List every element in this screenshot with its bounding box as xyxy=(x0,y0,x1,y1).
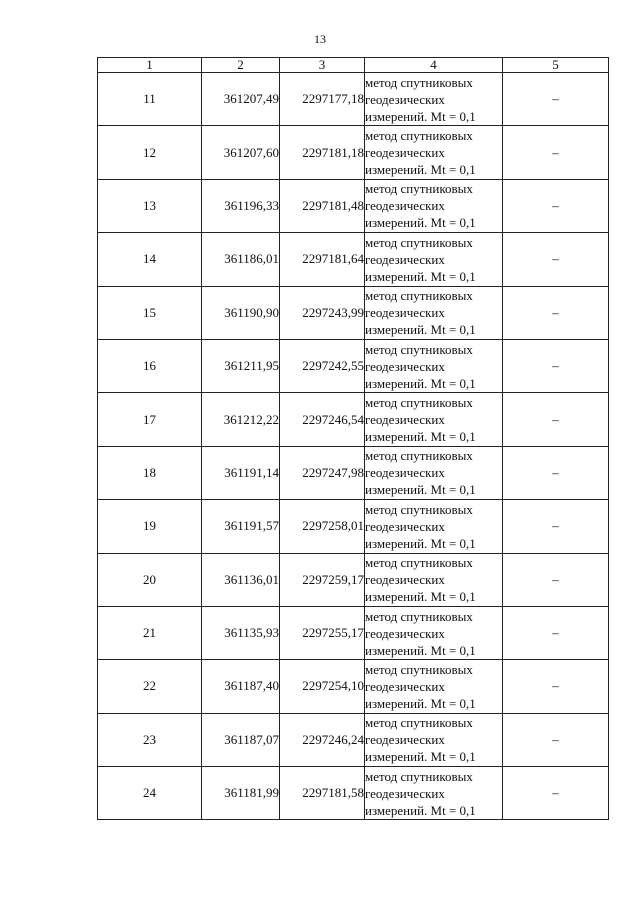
point-number-cell: 11 xyxy=(98,73,202,126)
y-coordinate-cell: 2297259,17 xyxy=(280,553,365,606)
method-cell: метод спутниковых геодезических измерений. Mt = 0,1 xyxy=(365,286,503,339)
method-cell: метод спутниковых геодезических измерений. Mt = 0,1 xyxy=(365,713,503,766)
x-coordinate-cell: 361207,49 xyxy=(202,73,280,126)
note-cell: – xyxy=(503,606,609,659)
table-row xyxy=(98,500,609,553)
column-header: 3 xyxy=(280,58,365,73)
note-cell: – xyxy=(503,446,609,499)
x-coordinate-cell: 361186,01 xyxy=(202,233,280,286)
table-row xyxy=(98,339,609,392)
table-row xyxy=(98,179,609,232)
table-row xyxy=(98,73,609,126)
point-number-cell: 21 xyxy=(98,606,202,659)
point-number-cell: 18 xyxy=(98,446,202,499)
note-cell: – xyxy=(503,393,609,446)
note-cell: – xyxy=(503,713,609,766)
point-number-cell: 13 xyxy=(98,179,202,232)
y-coordinate-cell: 2297242,55 xyxy=(280,339,365,392)
note-cell: – xyxy=(503,500,609,553)
method-cell: метод спутниковых геодезических измерений. Mt = 0,1 xyxy=(365,393,503,446)
table-row xyxy=(98,126,609,179)
x-coordinate-cell: 361181,99 xyxy=(202,767,280,820)
point-number-cell: 23 xyxy=(98,713,202,766)
method-cell: метод спутниковых геодезических измерений. Mt = 0,1 xyxy=(365,233,503,286)
method-cell: метод спутниковых геодезических измерений. Mt = 0,1 xyxy=(365,126,503,179)
x-coordinate-cell: 361196,33 xyxy=(202,179,280,232)
y-coordinate-cell: 2297246,54 xyxy=(280,393,365,446)
x-coordinate-cell: 361190,90 xyxy=(202,286,280,339)
x-coordinate-cell: 361207,60 xyxy=(202,126,280,179)
y-coordinate-cell: 2297181,48 xyxy=(280,179,365,232)
y-coordinate-cell: 2297243,99 xyxy=(280,286,365,339)
y-coordinate-cell: 2297181,18 xyxy=(280,126,365,179)
x-coordinate-cell: 361135,93 xyxy=(202,606,280,659)
note-cell: – xyxy=(503,233,609,286)
note-cell: – xyxy=(503,286,609,339)
point-number-cell: 22 xyxy=(98,660,202,713)
note-cell: – xyxy=(503,126,609,179)
table-header-row xyxy=(98,58,609,73)
point-number-cell: 14 xyxy=(98,233,202,286)
x-coordinate-cell: 361191,57 xyxy=(202,500,280,553)
table-row xyxy=(98,446,609,499)
table-row xyxy=(98,553,609,606)
x-coordinate-cell: 361212,22 xyxy=(202,393,280,446)
method-cell: метод спутниковых геодезических измерений. Mt = 0,1 xyxy=(365,339,503,392)
page-number: 13 xyxy=(314,32,326,46)
table-row xyxy=(98,233,609,286)
column-header: 1 xyxy=(98,58,202,73)
table-row xyxy=(98,606,609,659)
table-row xyxy=(98,713,609,766)
y-coordinate-cell: 2297247,98 xyxy=(280,446,365,499)
table-row xyxy=(98,767,609,820)
column-header: 2 xyxy=(202,58,280,73)
note-cell: – xyxy=(503,73,609,126)
table-row xyxy=(98,286,609,339)
x-coordinate-cell: 361136,01 xyxy=(202,553,280,606)
note-cell: – xyxy=(503,179,609,232)
point-number-cell: 24 xyxy=(98,767,202,820)
point-number-cell: 12 xyxy=(98,126,202,179)
y-coordinate-cell: 2297181,58 xyxy=(280,767,365,820)
x-coordinate-cell: 361187,40 xyxy=(202,660,280,713)
y-coordinate-cell: 2297181,64 xyxy=(280,233,365,286)
y-coordinate-cell: 2297254,10 xyxy=(280,660,365,713)
table-row xyxy=(98,660,609,713)
point-number-cell: 16 xyxy=(98,339,202,392)
table-row xyxy=(98,393,609,446)
method-cell: метод спутниковых геодезических измерений. Mt = 0,1 xyxy=(365,179,503,232)
column-header: 4 xyxy=(365,58,503,73)
method-cell: метод спутниковых геодезических измерений. Mt = 0,1 xyxy=(365,553,503,606)
method-cell: метод спутниковых геодезических измерений. Mt = 0,1 xyxy=(365,446,503,499)
method-cell: метод спутниковых геодезических измерений. Mt = 0,1 xyxy=(365,767,503,820)
note-cell: – xyxy=(503,660,609,713)
point-number-cell: 20 xyxy=(98,553,202,606)
x-coordinate-cell: 361191,14 xyxy=(202,446,280,499)
x-coordinate-cell: 361187,07 xyxy=(202,713,280,766)
method-cell: метод спутниковых геодезических измерений. Mt = 0,1 xyxy=(365,660,503,713)
x-coordinate-cell: 361211,95 xyxy=(202,339,280,392)
y-coordinate-cell: 2297258,01 xyxy=(280,500,365,553)
y-coordinate-cell: 2297255,17 xyxy=(280,606,365,659)
y-coordinate-cell: 2297246,24 xyxy=(280,713,365,766)
note-cell: – xyxy=(503,767,609,820)
note-cell: – xyxy=(503,553,609,606)
y-coordinate-cell: 2297177,18 xyxy=(280,73,365,126)
column-header: 5 xyxy=(503,58,609,73)
note-cell: – xyxy=(503,339,609,392)
method-cell: метод спутниковых геодезических измерений. Mt = 0,1 xyxy=(365,500,503,553)
point-number-cell: 15 xyxy=(98,286,202,339)
point-number-cell: 19 xyxy=(98,500,202,553)
coordinates-table xyxy=(97,57,609,820)
method-cell: метод спутниковых геодезических измерений. Mt = 0,1 xyxy=(365,73,503,126)
method-cell: метод спутниковых геодезических измерений. Mt = 0,1 xyxy=(365,606,503,659)
point-number-cell: 17 xyxy=(98,393,202,446)
